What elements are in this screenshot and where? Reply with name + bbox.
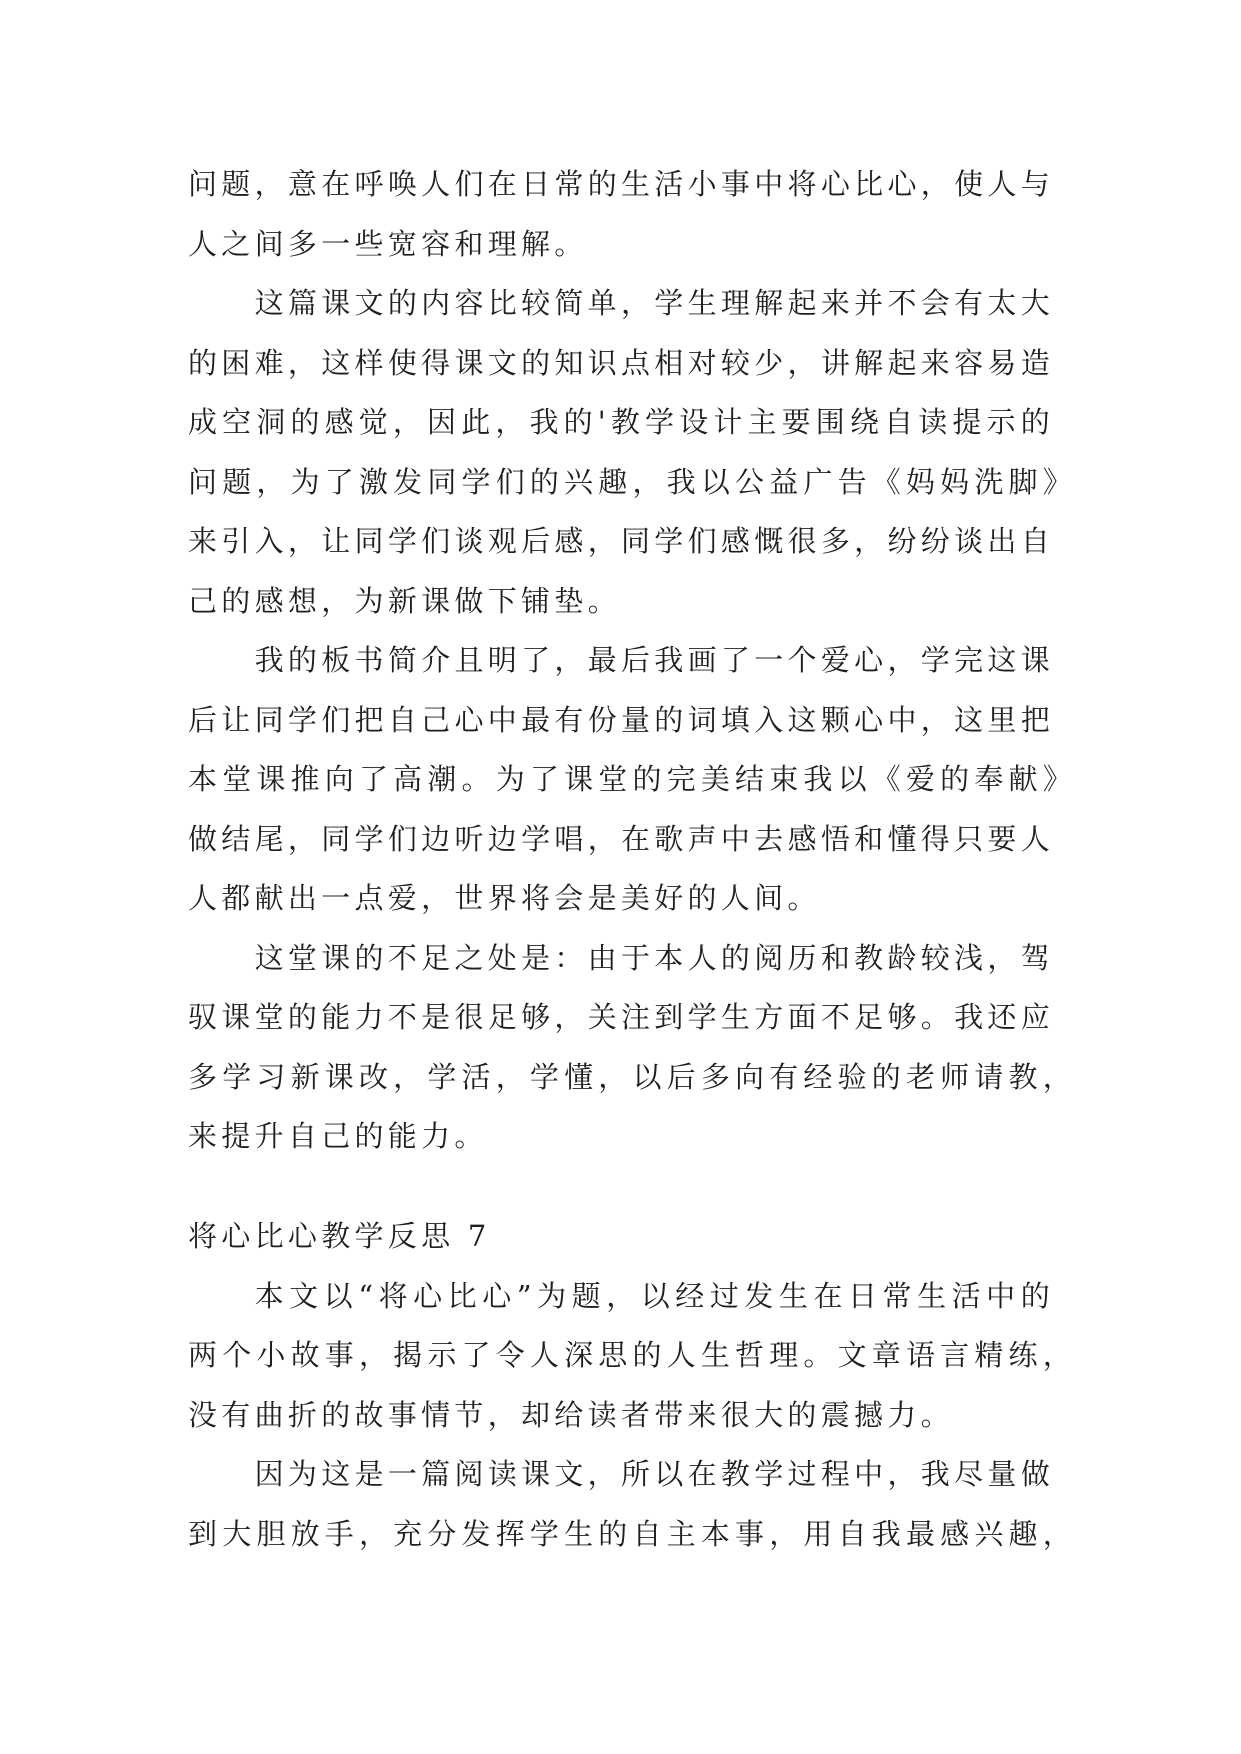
- text-line: 人都献出一点爱，世界将会是美好的人间。: [188, 881, 821, 915]
- paragraph: [188, 1445, 1076, 1564]
- text-line: 做结尾，同学们边听边学唱，在歌声中去感悟和懂得只要人: [188, 821, 1054, 856]
- text-line: 来提升自己的能力。: [188, 1119, 488, 1153]
- text-line: 没有曲折的故事情节，却给读者带来很大的震撼力。: [188, 1397, 954, 1432]
- paragraph: [188, 274, 1076, 631]
- text-line: 问题，意在呼唤人们在日常的生活小事中将心比心，使人与: [188, 167, 1054, 201]
- paragraph: [188, 631, 1076, 929]
- paragraph: [188, 929, 1076, 1167]
- paragraph: [188, 155, 1054, 274]
- text-line: 来引入，让同学们谈观后感，同学们感慨很多，纷纷谈出自: [188, 524, 1054, 558]
- text-line: 的困难，这样使得课文的知识点相对较少，讲解起来容易造: [188, 345, 1054, 380]
- text-line: 成空洞的感觉，因此，我的'教学设计主要围绕自读提示的: [188, 405, 1054, 439]
- text-line: 人之间多一些宽容和理解。: [188, 226, 588, 261]
- text-line: 两个小故事，揭示了令人深思的人生哲理。文章语言精练，: [188, 1338, 1076, 1372]
- text-line: 驭课堂的能力不是很足够，关注到学生方面不足够。我还应: [188, 1000, 1054, 1034]
- section-heading: 将心比心教学反思 7: [188, 1219, 491, 1253]
- text-line: 因为这是一篇阅读课文，所以在教学过程中，我尽量做: [254, 1457, 1054, 1491]
- paragraph: [188, 1267, 1076, 1446]
- text-line: 到大胆放手，充分发挥学生的自主本事，用自我最感兴趣，: [188, 1516, 1076, 1551]
- text-line: 多学习新课改，学活，学懂，以后多向有经验的老师请教，: [188, 1059, 1076, 1094]
- text-line: 我的板书简介且明了，最后我画了一个爱心，学完这课: [254, 643, 1054, 677]
- document-body: [188, 155, 1076, 1564]
- text-line: 本文以“将心比心”为题，以经过发生在日常生活中的: [254, 1278, 1054, 1313]
- text-line: 己的感想，为新课做下铺垫。: [188, 583, 621, 618]
- text-line: 这篇课文的内容比较简单，学生理解起来并不会有太大: [254, 286, 1054, 320]
- text-line: 本堂课推向了高潮。为了课堂的完美结束我以《爱的奉献》: [188, 762, 1076, 796]
- text-line: 后让同学们把自己心中最有份量的词填入这颗心中，这里把: [188, 702, 1054, 737]
- text-line: 问题，为了激发同学们的兴趣，我以公益广告《妈妈洗脚》: [188, 464, 1076, 499]
- text-line: 这堂课的不足之处是：由于本人的阅历和教龄较浅，驾: [254, 940, 1054, 975]
